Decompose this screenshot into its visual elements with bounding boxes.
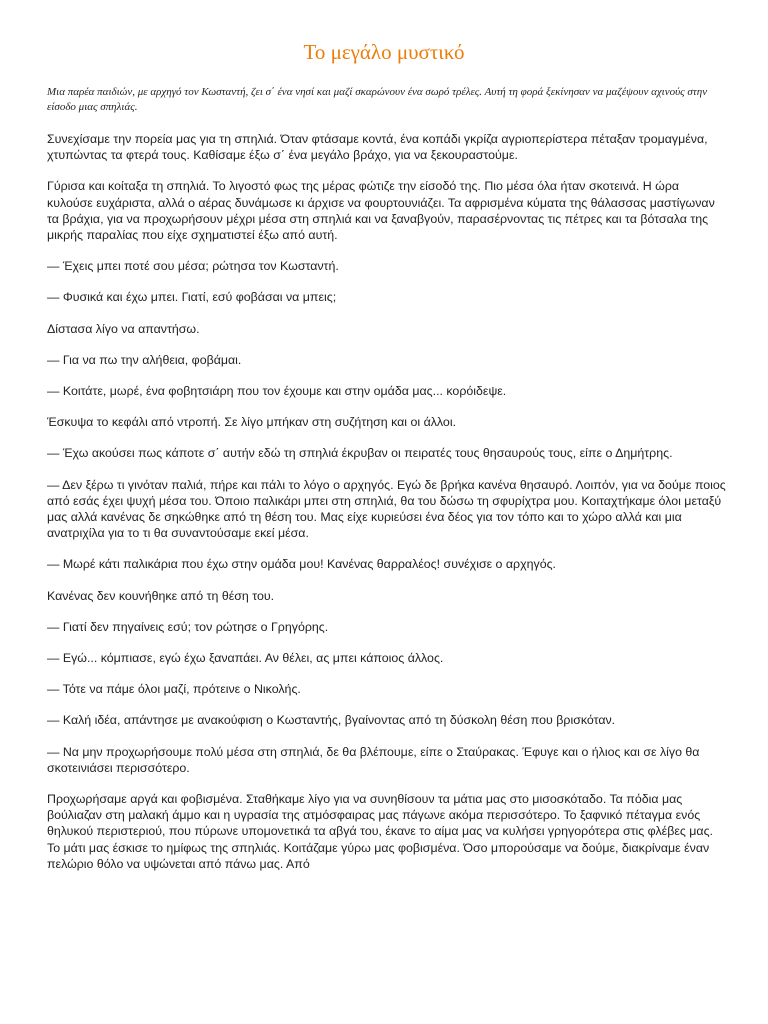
paragraph: Προχωρήσαμε αργά και φοβισμένα. Σταθήκαμε λίγο για να συνηθίσουν τα μάτια μας στο μισοσκόταδο. Τα πόδια μας βούλιαζαν στη μαλακή άμμο και η υγρασία της ατμόσφαιρας μας πάγωνε ακόμα περισσότερο. Το ξαφνικό πέταγμα ενός θηλυκού περιστεριού, που πύρωνε υπομονετικά τα αβγά του, έκανε το αίμα μας να κυλήσει γρηγορότερα στις φλέβες μας. Το μάτι μας έσκισε το ημίφως της σπηλιάς. Κοιτάζαμε γύρω μας φοβισμένα. Όσο μπορούσαμε να δούμε, διακρίναμε έναν πελώριο θόλο να υψώνεται από πάνω μας. Από [47,792,713,871]
document-body [47,131,727,887]
dialogue-line: — Για να πω την αλήθεια, φοβάμαι. [47,352,242,367]
dialogue-line: — Τότε να πάμε όλοι μαζί, πρότεινε ο Νικολής. [47,682,301,697]
paragraph: Συνεχίσαμε την πορεία μας για τη σπηλιά. Όταν φτάσαμε κοντά, ένα κοπάδι γκρίζα αγριοπερίστερα πέταξαν τρομαγμένα, χτυπώντας τα φτερά τους. Καθίσαμε έξω σ΄ ένα μεγάλο βράχο, για να ξεκουραστούμε. [47,132,708,163]
dialogue-line: — Φυσικά και έχω μπει. Γιατί, εσύ φοβάσαι να μπεις; [47,290,337,305]
paragraph: Έσκυψα το κεφάλι από ντροπή. Σε λίγο μπήκαν στη συζήτηση και οι άλλοι. [47,415,457,430]
dialogue-line: — Μωρέ κάτι παλικάρια που έχω στην ομάδα μου! Κανένας θαρραλέος! συνέχισε ο αρχηγός. [47,557,556,572]
dialogue-line: — Κοιτάτε, μωρέ, ένα φοβητσιάρη που τον έχουμε και στην ομάδα μας... κορόιδεψε. [47,384,507,399]
dialogue-line: — Καλή ιδέα, απάντησε με ανακούφιση ο Κωσταντής, βγαίνοντας από τη δύσκολη θέση που βρισκόταν. [47,713,616,728]
document-title: Το μεγάλο μυστικό [303,40,465,64]
intro-summary: Μια παρέα παιδιών, με αρχηγό τον Κωσταντή, ζει σ΄ ένα νησί και μαζί σκαρώνουν ένα σωρό τρέλες. Αυτή τη φορά ξεκίνησαν να μαζέψουν αχινούς στην είσοδο μιας σπηλιάς. [47,86,708,113]
dialogue-line: — Έχεις μπει ποτέ σου μέσα; ρώτησα τον Κωσταντή. [47,259,339,274]
dialogue-line: — Εγώ... κόμπιασε, εγώ έχω ξαναπάει. Αν θέλει, ας μπει κάποιος άλλος. [47,651,444,666]
dialogue-line: — Γιατί δεν πηγαίνεις εσύ; τον ρώτησε ο Γρηγόρης. [47,619,329,634]
dialogue-line: — Έχω ακούσει πως κάποτε σ΄ αυτήν εδώ τη σπηλιά έκρυβαν οι πειρατές τους θησαυρούς τους, είπε ο Δημήτρης. [47,446,673,461]
dialogue-line: — Να μην προχωρήσουμε πολύ μέσα στη σπηλιά, δε θα βλέπουμε, είπε ο Σταύρακας. Έφυγε και ο ήλιος και σε λίγο θα σκοτεινιάσει περισσότερο. [47,744,700,775]
dialogue-line: — Δεν ξέρω τι γινόταν παλιά, πήρε και πάλι το λόγο ο αρχηγός. Εγώ δε βρήκα κανένα θησαυρό. Λοιπόν, για να δούμε ποιος από εσάς έχει ψυχή μέσα του. Όποιο παλικάρι μπει στη σπηλιά, θα του δώσω τη σφυρίχτρα μου. Κοιταχτήκαμε όλοι μεταξύ μας αλλά κανένας δε σηκώθηκε από τη θέση του. Μας είχε κυριεύσει ένα δέος για τον τόπο και το χώρο αλλά και μια ανατριχίλα για το τι θα συναντούσαμε εκεί μέσα. [47,477,726,541]
paragraph: Δίστασα λίγο να απαντήσω. [47,321,200,336]
paragraph: Κανένας δεν κουνήθηκε από τη θέση του. [47,588,275,603]
paragraph: Γύρισα και κοίταξα τη σπηλιά. Το λιγοστό φως της μέρας φώτιζε την είσοδό της. Πιο μέσα όλα ήταν σκοτεινά. Η ώρα κυλούσε ευχάριστα, αλλά ο αέρας δυνάμωσε κι άρχισε να φουρτουνιάζει. Τα αφρισμένα κύματα της θάλασσας μαστίγωναν τα βράχια, για να προχωρήσουν μέχρι μέσα στη σπηλιά και να ξαναβγούν, παρασέρνοντας τις πέτρες και τα βότσαλα της μικρής παραλίας που είχε σχηματιστεί έξω από αυτή. [47,179,715,243]
